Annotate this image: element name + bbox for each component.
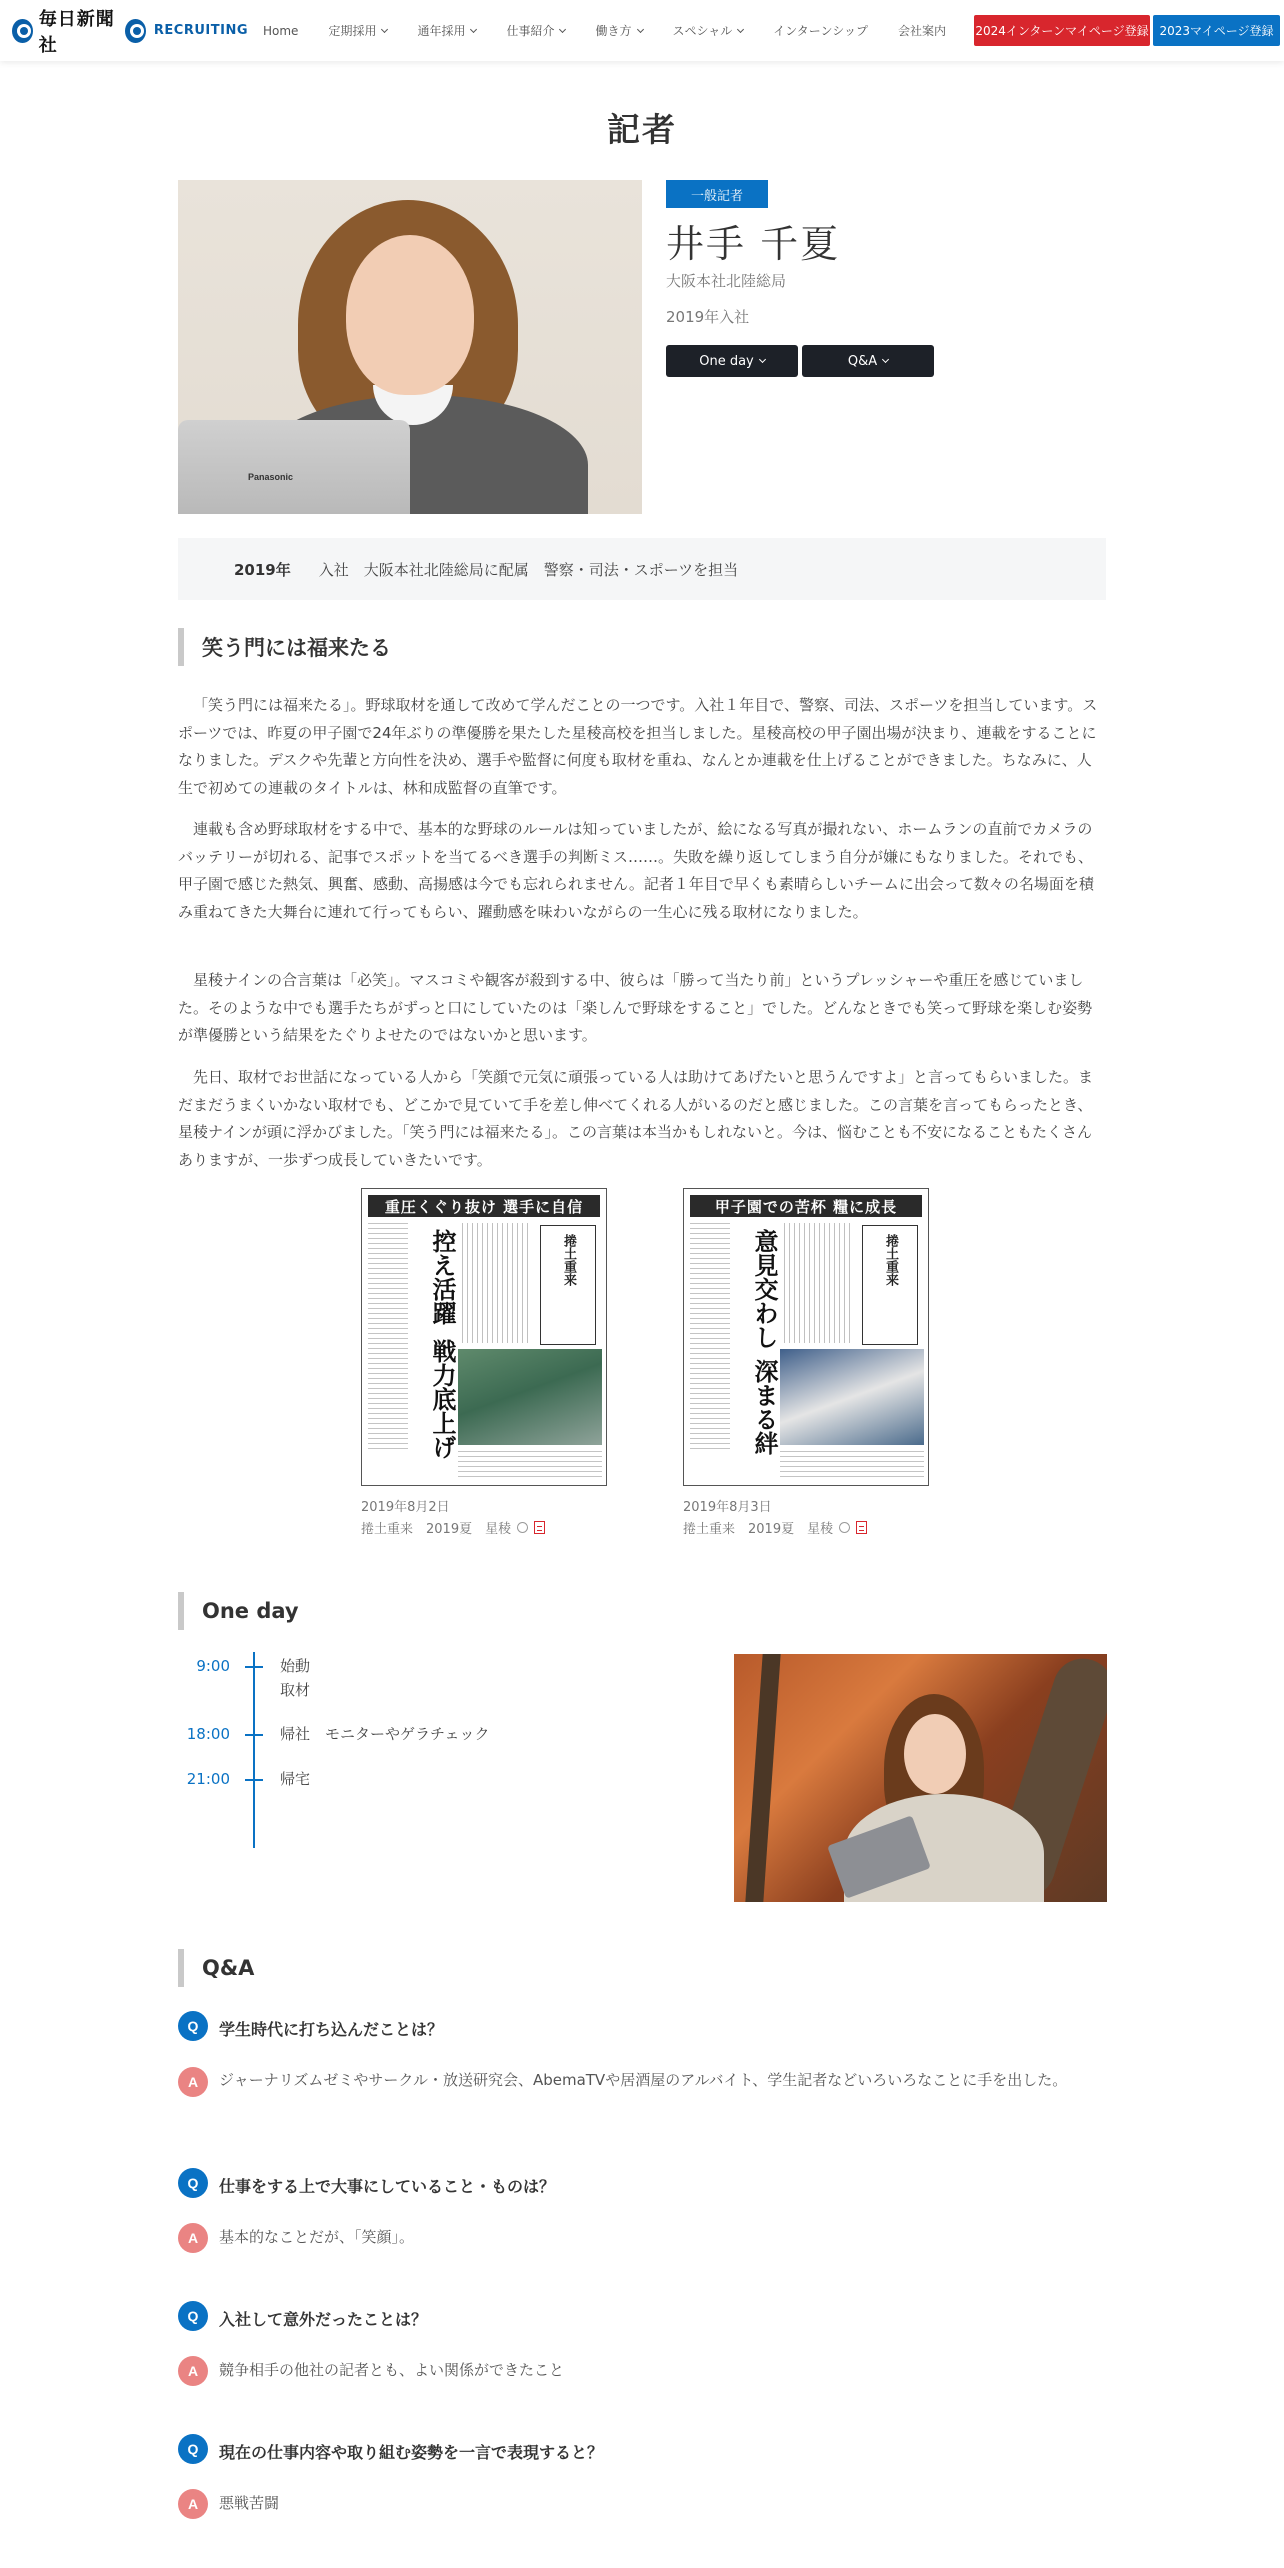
chevron-down-icon [882,356,889,363]
role-badge: 一般記者 [666,180,768,208]
career-box [178,538,1106,600]
career-text: 入社 大阪本社北陸総局に配属 警察・司法・スポーツを担当 [318,560,739,579]
question-icon: Q [178,2301,208,2331]
zoom-icon[interactable] [517,1522,528,1533]
answer-text: 基本的なことだが、「笑顔」。 [219,2228,415,2246]
logo-subtitle: RECRUITING [153,23,248,38]
zoom-icon[interactable] [839,1522,850,1533]
answer-icon: A [178,2489,208,2519]
answer-text: 競争相手の他社の記者とも、よい関係ができたこと [219,2361,565,2379]
clip-date: 2019年8月2日 [361,1500,450,1515]
top-navbar [0,0,1284,61]
chevron-down-icon [636,25,643,32]
clip-meta: 捲土重来 2019夏 星稜 [683,1518,867,1537]
oneday-time: 18:00 [186,1725,230,1743]
oneday-activity: 帰宅 [280,1770,311,1788]
site-logo[interactable] [12,5,248,57]
qa-anchor-button[interactable]: Q&A [802,345,934,377]
oneday-timeline-line [253,1652,255,1848]
article-paragraph: 「笑う門には福来たる」。野球取材を通して改めて学んだことの一つです。入社１年目で、警察、司法、スポーツを担当しています。スポーツでは、昨夏の甲子園で24年ぶりの準優勝を果たした星稜高校を担当しました。星稜高校の甲子園出場が決まり、連載をすることになりました。デスクや先輩と方向性を決め、選手や監督に何度も取材を重ね、なんとか連載を仕上げることができました。ちなみに、人生で初めての連載のタイトルは、林和成監督の直筆です。 [178,696,1098,797]
answer-text: ジャーナリズムゼミやサークル・放送研究会、AbemaTVや居酒屋のアルバイト、学生記者などいろいろなことに手を出した。 [219,2071,1068,2089]
clip-date: 2019年8月3日 [683,1500,772,1515]
chevron-down-icon [470,25,477,32]
question-icon: Q [178,2011,208,2041]
menu-item-internship[interactable]: インターンシップ [773,24,869,38]
question-text: 学生時代に打ち込んだことは？ [219,2020,444,2039]
question-icon: Q [178,2168,208,2198]
career-year: 2019年 [234,560,291,579]
qa-heading: Q&A [178,1949,254,1987]
person-joined: 2019年入社 [666,308,750,326]
mainichi-logo-icon [12,19,33,43]
chevron-down-icon [381,25,388,32]
oneday-heading: One day [178,1592,299,1630]
question-text: 仕事をする上で大事にしていること・ものは？ [219,2177,556,2196]
page-title: 記者 [607,110,677,149]
person-name: 井手 千夏 [666,222,841,266]
answer-icon: A [178,2223,208,2253]
newspaper-clipping-1[interactable]: 重圧くぐり抜け 選手に自信 控え活躍 戦力底上げ 捲土重来 [361,1188,607,1486]
oneday-activity: 帰社 モニターやゲラチェック [280,1725,490,1743]
pdf-icon[interactable] [856,1521,867,1534]
menu-item-special[interactable]: スペシャル [658,22,759,39]
article-paragraph: 連載も含め野球取材をする中で、基本的な野球のルールは知っていましたが、絵になる写真が撮れない、ホームランの直前でカメラのバッテリーが切れる、記事でスポットを当てるべき選手の判断ミス……。失敗を繰り返してしまう自分が嫌にもなりました。それでも、甲子園で感じた熱気、興奮、感動、高揚感は今でも忘れられません。記者１年目で早くも素晴らしいチームに出会って数々の名場面を積み重ねてきた大舞台に連れて行ってもらい、躍動感を味わいながらの一生心に残る取材になりました。 [178,820,1094,921]
menu-item-regular-hiring[interactable]: 定期採用 [313,22,402,39]
menu-item-company[interactable]: 会社案内 [898,24,947,38]
article-paragraph: 星稜ナインの合言葉は「必笑」。マスコミや観客が殺到する中、彼らは「勝って当たり前」というプレッシャーや重圧を感じていました。そのような中でも選手たちがずっと口にしていたのは「楽しんで野球をすること」でした。どんなときでも笑って野球を楽しむ姿勢が準優勝という結果をたぐりよせたのではないかと思います。 [178,971,1093,1044]
oneday-activity: 始動 取材 [280,1657,311,1699]
menu-item-work-style[interactable]: 働き方 [580,22,657,39]
question-text: 入社して意外だったことは？ [219,2310,428,2329]
oneday-photo [734,1654,1107,1902]
menu-item-jobs[interactable]: 仕事紹介 [491,22,580,39]
answer-text: 悪戦苦闘 [219,2494,280,2512]
menu-item-year-round-hiring[interactable]: 通年採用 [402,22,491,39]
article-heading: 笑う門には福来たる [178,628,391,666]
oneday-time: 9:00 [196,1657,230,1675]
profile-photo [178,180,642,514]
chevron-down-icon [559,25,566,32]
pdf-icon[interactable] [534,1521,545,1534]
main-menu [248,22,961,39]
oneday-anchor-button[interactable]: One day [666,345,798,377]
logo-text: 毎日新聞社 [38,8,115,56]
intern-register-button[interactable]: 2024インターンマイページ登録 [974,15,1150,46]
chevron-down-icon [737,25,744,32]
laptop-brand: Panasonic [248,472,294,482]
clip-meta: 捲土重来 2019夏 星稜 [361,1518,545,1537]
oneday-time: 21:00 [186,1770,230,1788]
chevron-down-icon [759,356,766,363]
newspaper-clipping-2[interactable]: 甲子園での苦杯 糧に成長 意見交わし 深まる絆 捲土重来 [683,1188,929,1486]
menu-item-home[interactable]: Home [263,23,299,38]
answer-icon: A [178,2356,208,2386]
question-icon: Q [178,2434,208,2464]
article-paragraph: 先日、取材でお世話になっている人から「笑顔で元気に頑張っている人は助けてあげたいと思うんですよ」と言ってもらいました。まだまだうまくいかない取材でも、どこかで見ていて手を差し伸べてくれる人がいるのだと感じました。この言葉を言ってもらったとき、星稜ナインが頭に浮かびました。「笑う門には福来たる」。この言葉は本当かもしれないと。今は、悩むことも不安になることもたくさんありますが、一歩ずつ成長していきたいです。 [178,1068,1094,1169]
mypage-register-button[interactable]: 2023マイページ登録 [1153,15,1280,46]
answer-icon: A [178,2067,208,2097]
person-office: 大阪本社北陸総局 [666,272,787,290]
question-text: 現在の仕事内容や取り組む姿勢を一言で表現すると？ [219,2443,604,2462]
recruiting-logo-icon [125,19,146,43]
